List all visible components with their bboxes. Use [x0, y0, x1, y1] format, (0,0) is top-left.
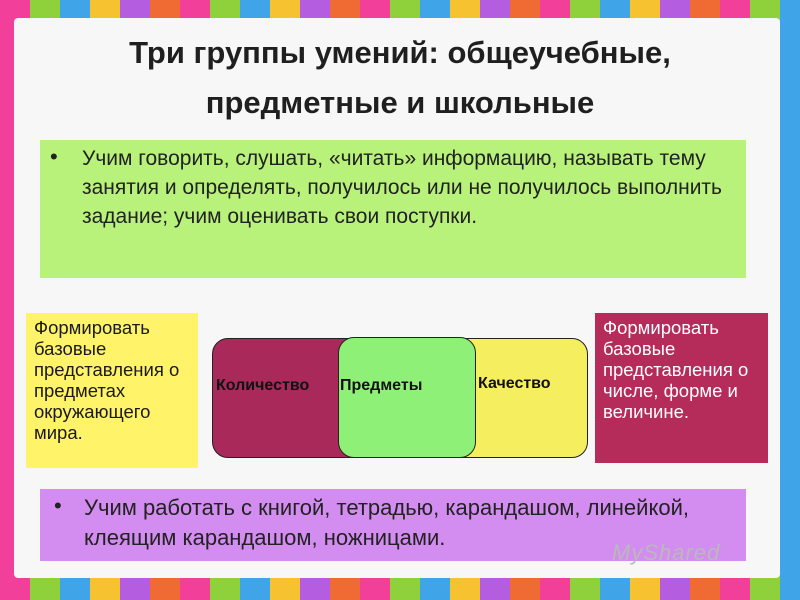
- objects-skills-text: Формировать базовые представления о предметах окружающего мира.: [34, 317, 180, 443]
- quality-label: Качество: [478, 375, 551, 392]
- objects-skills-box: [26, 313, 198, 468]
- school-skills-text: Учим работать с книгой, тетрадью, карандашом, линейкой, клеящим карандашом, ножницами.: [84, 495, 689, 550]
- general-skills-box: [40, 140, 746, 278]
- slide-title: [0, 28, 800, 128]
- math-skills-box: [595, 313, 768, 463]
- math-skills-text: Формировать базовые представления о числе, форме и величине.: [603, 317, 749, 422]
- bullet-marker: •: [50, 144, 58, 169]
- watermark-logo: MyShared: [612, 540, 721, 565]
- title-line-2: предметные и школьные: [205, 85, 595, 120]
- bullet-marker: •: [54, 493, 62, 518]
- general-skills-text: Учим говорить, слушать, «читать» информацию, называть тему занятия и определять, получилось или не получилось выполнить задание; учим оценивать свои поступки.: [82, 147, 722, 228]
- venn-diagram: [212, 337, 590, 459]
- title-line-1: Три группы умений: общеучебные,: [129, 35, 671, 70]
- objects-label: Предметы: [340, 377, 423, 394]
- quantity-label: Количество: [216, 377, 310, 394]
- objects-block: [338, 337, 476, 458]
